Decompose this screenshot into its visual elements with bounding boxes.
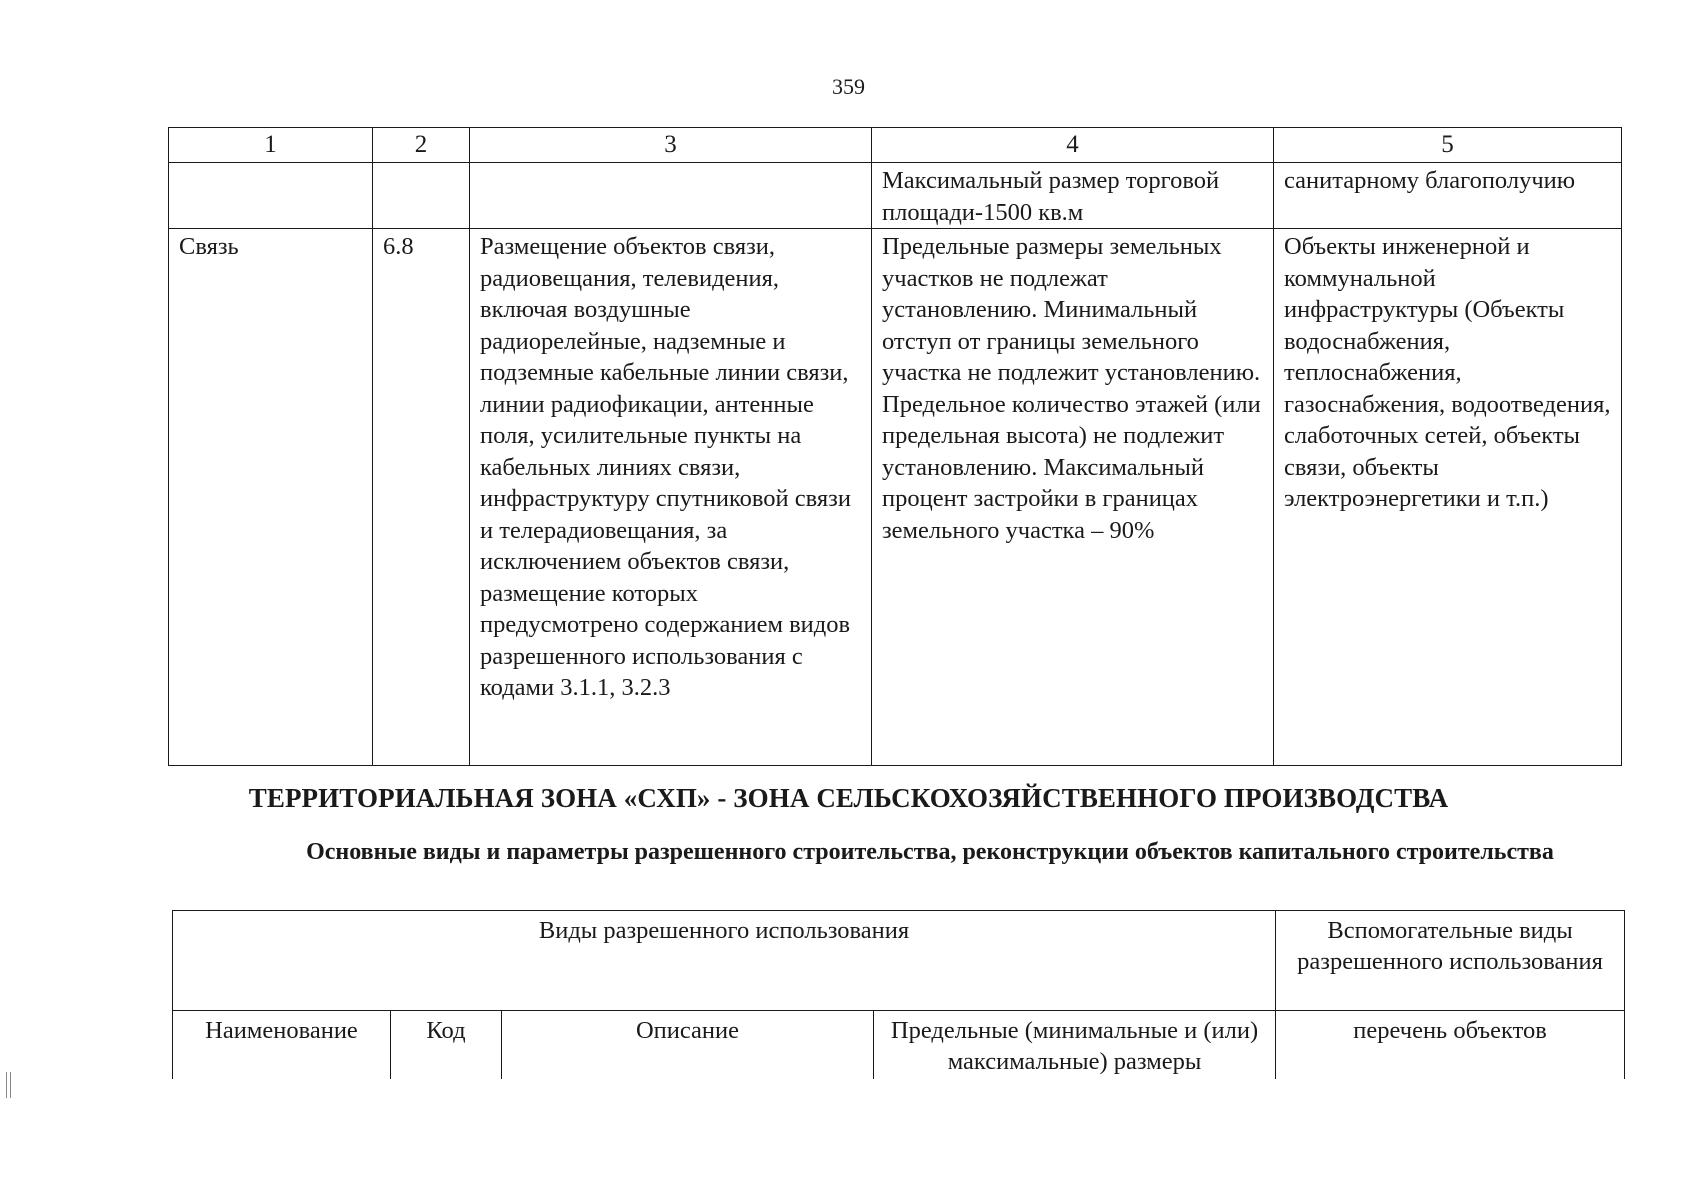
column-number-5: 5 <box>1274 128 1622 163</box>
land-use-name-cell: Связь <box>169 229 373 766</box>
continuation-description-cell <box>470 163 872 229</box>
scan-edge-mark <box>6 1072 11 1098</box>
section-subtitle: Основные виды и параметры разрешенного строительства, реконструкции объектов капитального строительства <box>306 839 1554 865</box>
column-number-row <box>169 128 1622 163</box>
land-use-parameters-cell: Предельные размеры земельных участков не подлежат установлению. Минимальный отступ от границы земельного участка не подлежит установлению. Предельное количество этажей (или предельная высота) не подлежит установлению. Максимальный процент застройки в границах земельного участка – 90% <box>872 229 1274 766</box>
zone-title: ТЕРРИТОРИАЛЬНАЯ ЗОНА «СХП» - ЗОНА СЕЛЬСКОХОЗЯЙСТВЕННОГО ПРОИЗВОДСТВА <box>248 783 1449 813</box>
column-number-4: 4 <box>872 128 1274 163</box>
column-number-2: 2 <box>373 128 470 163</box>
group-header-row <box>173 911 1625 1011</box>
page-number: 359 <box>832 74 865 99</box>
auxiliary-uses-cell: Объекты инженерной и коммунальной инфраструктуры (Объекты водоснабжения, теплоснабжения, газоснабжения, водоотведения, слаботочных сетей, объекты связи, объекты электроэнергетики и т.п.) <box>1274 229 1622 766</box>
parameters-column-header: Предельные (минимальные и (или) максимальные) размеры <box>874 1011 1276 1080</box>
land-use-table-continued <box>168 127 1622 766</box>
description-column-header: Описание <box>502 1011 874 1080</box>
land-use-code-cell: 6.8 <box>373 229 470 766</box>
column-number-1: 1 <box>169 128 373 163</box>
continuation-name-cell <box>169 163 373 229</box>
land-use-table-header <box>172 910 1625 1079</box>
continuation-code-cell <box>373 163 470 229</box>
code-column-header: Код <box>391 1011 502 1080</box>
column-number-3: 3 <box>470 128 872 163</box>
continuation-row <box>169 163 1622 229</box>
land-use-description-cell: Размещение объектов связи, радиовещания, телевидения, включая воздушные радиорелейные, надземные и подземные кабельные линии связи, линии радиофикации, антенные поля, усилительные пункты на кабельных линиях связи, инфраструктуру спутниковой связи и телерадиовещания, за исключением объектов связи, размещение которых предусмотрено содержанием видов разрешенного использования с кодами 3.1.1, 3.2.3 <box>470 229 872 766</box>
continuation-parameters-cell: Максимальный размер торговой площади-1500 кв.м <box>872 163 1274 229</box>
table-row <box>169 229 1622 766</box>
permitted-uses-group-header: Виды разрешенного использования <box>173 911 1276 1011</box>
continuation-auxiliary-cell: санитарному благополучию <box>1274 163 1622 229</box>
auxiliary-uses-header: Вспомогательные виды разрешенного использования <box>1276 911 1625 1011</box>
name-column-header: Наименование <box>173 1011 391 1080</box>
objects-column-header: перечень объектов <box>1276 1011 1625 1080</box>
column-header-row <box>173 1011 1625 1080</box>
